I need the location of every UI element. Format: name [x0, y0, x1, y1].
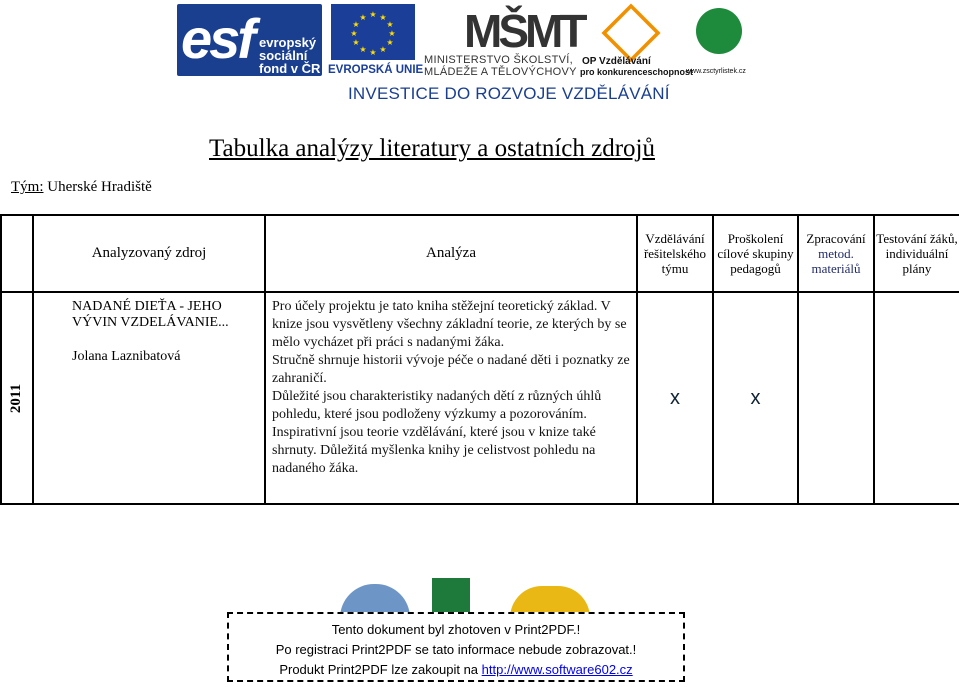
notice-line-2: Po registraci Print2PDF se tato informace nebude zobrazovat.! [275, 642, 637, 657]
svg-text:★: ★ [352, 20, 360, 29]
analysis-paragraph: Pro účely projektu je tato kniha stěžejní teoretický základ. V knize jsou vysvětleny všechny základní teorie, ze kterých by se mělo vycházet při práci s nadanými žáka. [272, 299, 627, 350]
op-line-2: pro konkurenceschopnost [580, 67, 694, 77]
year-label: 2011 [8, 383, 25, 413]
analysis-cell [265, 292, 637, 504]
msmt-line-1: MINISTERSTVO ŠKOLSTVÍ, [424, 54, 574, 66]
school-logo [682, 2, 752, 78]
esf-text-line: fond v ČR [259, 61, 321, 76]
table-row [1, 292, 959, 504]
mark-training: x [713, 292, 798, 504]
year-cell [1, 292, 33, 504]
op-diamond-icon [601, 3, 660, 62]
source-author: Jolana Laznibatová [72, 349, 181, 364]
team-value: Uherské Hradiště [47, 179, 152, 195]
logo-banner [0, 0, 959, 110]
page-title: Tabulka analýzy literatury a ostatních zdrojů [209, 135, 655, 162]
eu-caption: EVROPSKÁ UNIE [328, 64, 424, 76]
msmt-logo [424, 4, 584, 78]
svg-text:★: ★ [379, 45, 387, 54]
notice-line-3 [229, 660, 683, 680]
esf-text-line: sociální [259, 48, 308, 63]
esf-logo [177, 4, 322, 76]
analysis-paragraph: Důležité jsou charakteristiky nadaných dětí z různých úhlů pohledu, které jsou podloženy výzkumy a pozorováním. [272, 389, 602, 422]
esf-logo-mark: esf [181, 7, 253, 70]
svg-text:★: ★ [359, 13, 367, 22]
header-analysis: Analýza [265, 215, 637, 292]
svg-text:★: ★ [386, 20, 394, 29]
esf-logo-text [259, 36, 320, 75]
header-year [1, 215, 33, 292]
eu-logo [328, 4, 424, 76]
analysis-paragraph: Inspirativní jsou teorie vzdělávání, které jsou v knize také shrnuty. Důležitá myšlenka knihy je celistvost pohledu na nadaného žáka. [272, 425, 596, 476]
print2pdf-notice [227, 612, 685, 682]
investice-slogan: INVESTICE DO ROZVOJE VZDĚLÁVÁNÍ [348, 84, 670, 103]
team-label: Tým: [11, 179, 44, 195]
esf-text-line: evropský [259, 35, 317, 50]
svg-text:★: ★ [369, 48, 377, 57]
header-training: Proškolení cílové skupiny pedagogů [713, 215, 798, 292]
analysis-table [0, 214, 959, 505]
header-materials-line: Zpracování [806, 231, 866, 246]
svg-text:★: ★ [369, 10, 377, 19]
header-materials [798, 215, 874, 292]
op-logo [580, 4, 694, 77]
msmt-line-2: MLÁDEŽE A TĚLOVÝCHOVY [424, 66, 577, 78]
header-materials-line: metod. [818, 246, 854, 261]
notice-line-1: Tento dokument byl zhotoven v Print2PDF.! [331, 622, 581, 637]
svg-text:★: ★ [379, 13, 387, 22]
mark-materials [798, 292, 874, 504]
op-line-1: OP Vzdělávání [582, 56, 651, 67]
svg-text:★: ★ [350, 29, 358, 38]
svg-text:★: ★ [359, 45, 367, 54]
table-header-row [1, 215, 959, 292]
svg-text:★: ★ [388, 29, 396, 38]
mark-testing [874, 292, 959, 504]
header-materials-line: materiálů [811, 261, 861, 276]
svg-text:★: ★ [352, 38, 360, 47]
source-cell [33, 292, 265, 504]
notice-line-3-prefix: Produkt Print2PDF lze zakoupit na [279, 662, 482, 677]
source-title: NADANÉ DIEŤA - JEHO VÝVIN VZDELÁVANIE... [72, 299, 229, 330]
analysis-paragraph: Stručně shrnuje historii vývoje péče o nadané děti i poznatky ze zahraničí. [272, 353, 630, 386]
school-url: www.zsctyrlistek.cz [686, 68, 746, 75]
header-testing: Testování žáků, individuální plány [874, 215, 959, 292]
cloverleaf-icon [696, 8, 742, 54]
header-team-education: Vzdělávání řešitelského týmu [637, 215, 713, 292]
mark-team-education: x [637, 292, 713, 504]
software602-link[interactable]: http://www.software602.cz [481, 662, 633, 677]
msmt-mark: MŠMT [464, 5, 584, 57]
team-line [11, 179, 152, 196]
svg-text:★: ★ [386, 38, 394, 47]
eu-flag-icon [331, 4, 415, 60]
header-source: Analyzovaný zdroj [33, 215, 265, 292]
